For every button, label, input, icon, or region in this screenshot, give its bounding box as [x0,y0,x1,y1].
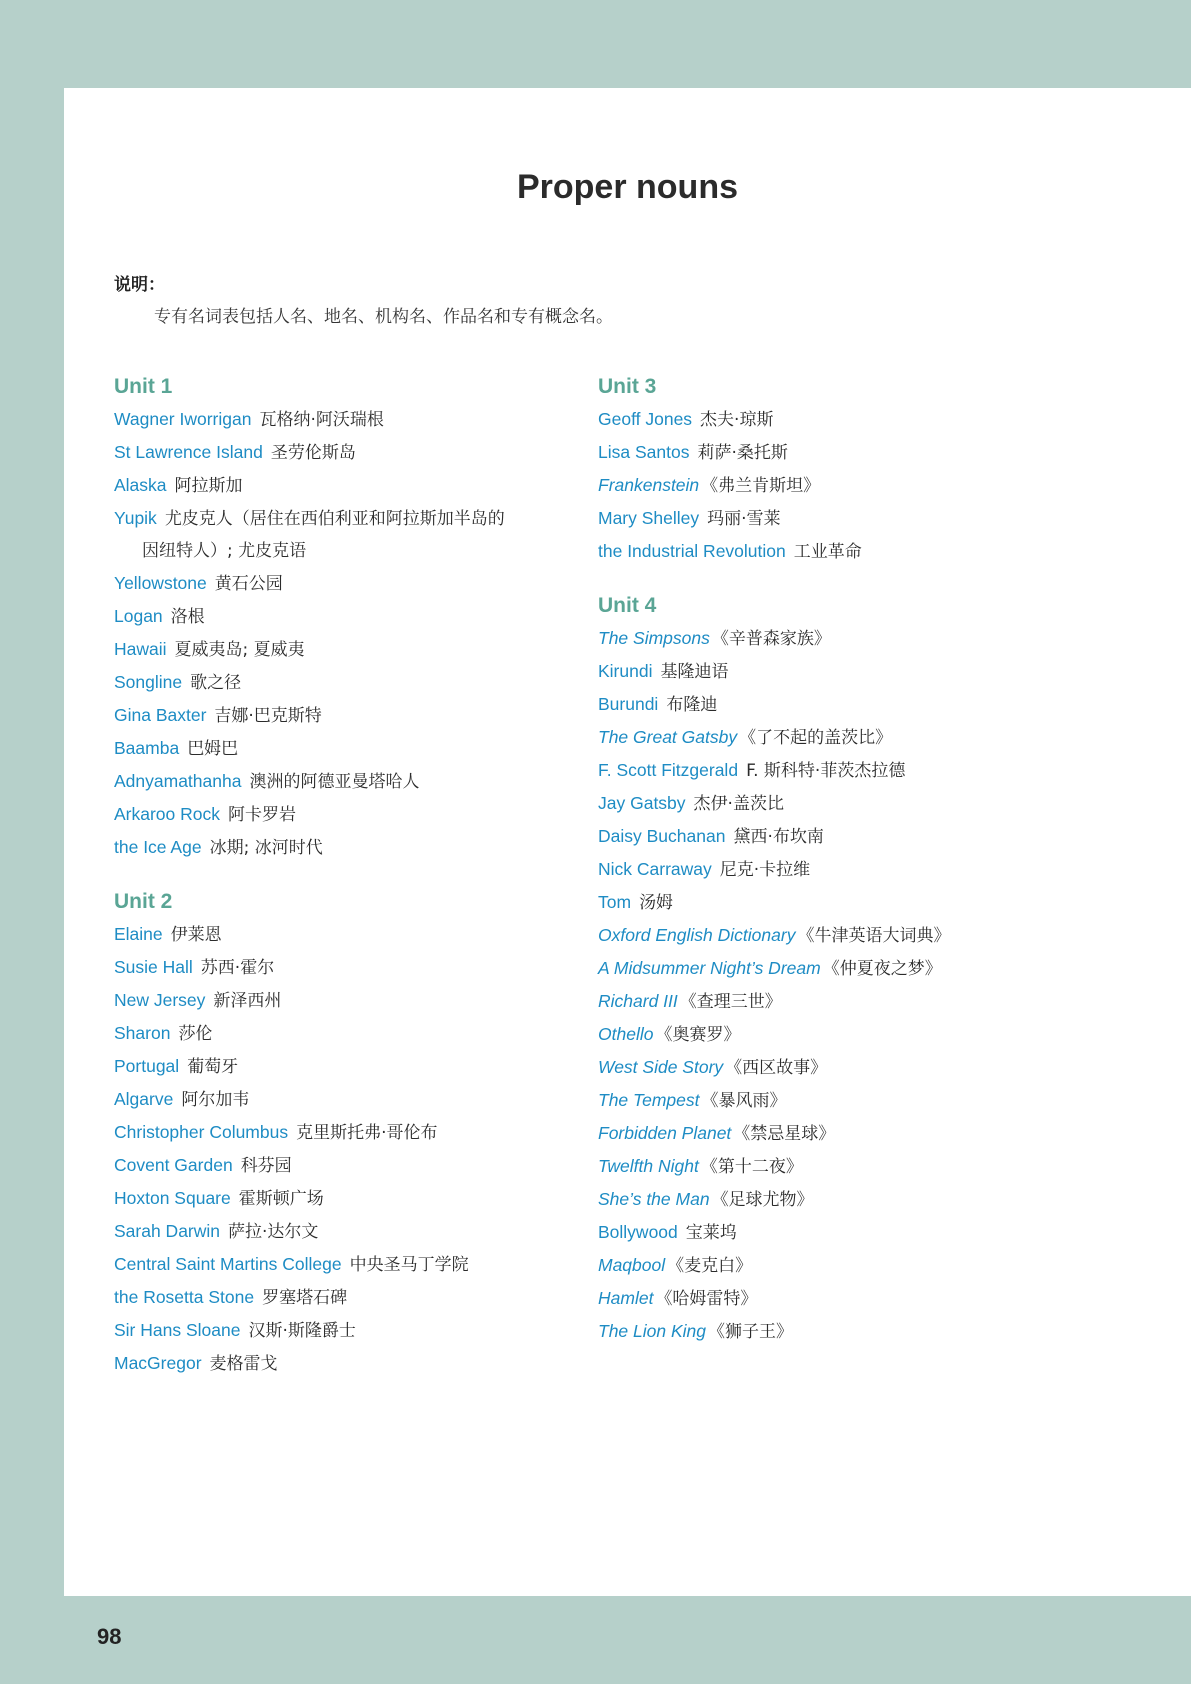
list-item [598,919,1068,952]
unit-3-section [598,371,1068,568]
proper-noun-english: Tom [598,892,632,912]
proper-noun-chinese: 布隆迪 [666,695,718,715]
proper-noun-english: Burundi [598,694,659,714]
proper-noun-chinese: 霍斯顿广场 [238,1189,324,1209]
list-item [598,1150,1068,1183]
proper-noun-english: Arkaroo Rock [114,804,221,824]
proper-noun-english: Sharon [114,1023,171,1043]
proper-noun-chinese: 夏威夷岛; 夏威夷 [174,640,305,660]
proper-noun-english: MacGregor [114,1353,202,1373]
proper-noun-chinese: 中央圣马丁学院 [349,1255,469,1275]
list-item [598,403,1068,436]
proper-noun-english: the Rosetta Stone [114,1287,255,1307]
proper-noun-chinese: 葡萄牙 [187,1057,239,1077]
proper-noun-english: Yupik [114,508,157,528]
list-item [114,1281,584,1314]
proper-noun-english: New Jersey [114,990,206,1010]
proper-noun-chinese: F. 斯科特·菲茨杰拉德 [746,761,906,781]
proper-noun-english: F. Scott Fitzgerald [598,760,739,780]
list-item [598,853,1068,886]
proper-noun-english: Sarah Darwin [114,1221,221,1241]
proper-noun-english: The Lion King [598,1321,706,1341]
proper-noun-chinese: 《奥赛罗》 [655,1025,741,1045]
list-item [114,666,584,699]
proper-noun-english: Alaska [114,475,167,495]
right-column [598,371,1068,1370]
list-item [114,1116,584,1149]
proper-noun-chinese: 玛丽·雪莱 [707,509,781,529]
proper-noun-chinese: 黄石公园 [214,574,283,594]
note-text: 专有名词表包括人名、地名、机构名、作品名和专有概念名。 [154,307,613,327]
proper-noun-english: The Simpsons [598,628,710,648]
list-item [598,721,1068,754]
list-item [598,985,1068,1018]
proper-noun-chinese: 《足球尤物》 [711,1190,814,1210]
proper-noun-english: Daisy Buchanan [598,826,726,846]
list-item [598,787,1068,820]
proper-noun-english: the Industrial Revolution [598,541,786,561]
list-item [598,1282,1068,1315]
proper-noun-english: Twelfth Night [598,1156,699,1176]
proper-noun-chinese: 罗塞塔石碑 [262,1288,348,1308]
proper-noun-english: Hoxton Square [114,1188,231,1208]
unit-2-heading: Unit 2 [114,890,173,913]
proper-noun-chinese: 莎伦 [178,1024,213,1044]
proper-noun-english: Christopher Columbus [114,1122,289,1142]
proper-noun-english: She’s the Man [598,1189,710,1209]
proper-noun-chinese: 《辛普森家族》 [711,629,831,649]
proper-noun-chinese: 汉斯·斯隆爵士 [248,1321,356,1341]
proper-noun-english: Hamlet [598,1288,654,1308]
proper-noun-english: Forbidden Planet [598,1123,732,1143]
proper-noun-english: Oxford English Dictionary [598,925,796,945]
list-item [598,655,1068,688]
left-column [114,371,584,1402]
proper-noun-chinese: 洛根 [170,607,205,627]
list-item [114,600,584,633]
proper-noun-chinese: 宝莱坞 [685,1223,737,1243]
proper-noun-chinese: 《哈姆雷特》 [655,1289,758,1309]
list-item [114,984,584,1017]
proper-noun-chinese: 圣劳伦斯岛 [270,443,356,463]
page-sheet [64,88,1191,1596]
proper-noun-english: Hawaii [114,639,167,659]
list-item [598,1249,1068,1282]
list-item [114,1083,584,1116]
proper-noun-english: St Lawrence Island [114,442,263,462]
list-item [114,502,584,567]
proper-noun-english: Richard III [598,991,678,1011]
proper-noun-chinese: 科芬园 [240,1156,292,1176]
list-item [114,732,584,765]
list-item [114,765,584,798]
proper-noun-english: Central Saint Martins College [114,1254,342,1274]
proper-noun-chinese: 苏西·霍尔 [200,958,275,978]
proper-noun-chinese: 歌之径 [190,673,242,693]
proper-noun-english: Bollywood [598,1222,678,1242]
proper-noun-chinese: 莉萨·桑托斯 [697,443,788,463]
proper-noun-english: Frankenstein [598,475,700,495]
list-item [114,918,584,951]
proper-noun-chinese: 萨拉·达尔文 [228,1222,319,1242]
list-item [114,1314,584,1347]
proper-noun-chinese: 《暴风雨》 [701,1091,787,1111]
proper-noun-chinese: 冰期; 冰河时代 [209,838,323,858]
list-item [598,1117,1068,1150]
list-item [114,567,584,600]
list-item [598,436,1068,469]
list-item [114,699,584,732]
page-number: 98 [97,1624,122,1649]
list-item [114,403,584,436]
proper-noun-chinese: 《了不起的盖茨比》 [739,728,893,748]
proper-noun-english: Yellowstone [114,573,207,593]
list-item [114,1149,584,1182]
proper-noun-chinese: 基隆迪语 [660,662,729,682]
proper-noun-english: Logan [114,606,163,626]
proper-noun-chinese: 《麦克白》 [667,1256,753,1276]
list-item [598,502,1068,535]
list-item [114,951,584,984]
proper-noun-chinese: 瓦格纳·阿沃瑞根 [259,410,384,430]
proper-noun-chinese: 吉娜·巴克斯特 [214,706,322,726]
proper-noun-english: Portugal [114,1056,180,1076]
proper-noun-english: Nick Carraway [598,859,712,879]
proper-noun-chinese: 《第十二夜》 [700,1157,803,1177]
proper-noun-chinese: 《仲夏夜之梦》 [822,959,942,979]
proper-noun-english: The Great Gatsby [598,727,738,747]
proper-noun-english: Sir Hans Sloane [114,1320,241,1340]
proper-noun-english: Gina Baxter [114,705,207,725]
proper-noun-chinese: 《牛津英语大词典》 [797,926,951,946]
list-item [598,469,1068,502]
list-item [598,535,1068,568]
proper-noun-chinese: 《禁忌星球》 [733,1124,836,1144]
list-item [114,1215,584,1248]
list-item [114,798,584,831]
proper-noun-english: Susie Hall [114,957,193,977]
proper-noun-english: Geoff Jones [598,409,693,429]
proper-noun-chinese: 克里斯托弗·哥伦布 [296,1123,438,1143]
proper-noun-chinese: 阿尔加韦 [181,1090,250,1110]
list-item [598,1183,1068,1216]
unit-4-heading: Unit 4 [598,594,657,617]
proper-noun-chinese-continued: 因纽特人）; 尤皮克语 [142,541,307,561]
proper-noun-english: Songline [114,672,183,692]
proper-noun-english: Elaine [114,924,163,944]
proper-noun-chinese: 阿拉斯加 [174,476,243,496]
proper-noun-english: Algarve [114,1089,174,1109]
proper-noun-chinese: 巴姆巴 [187,739,239,759]
proper-noun-english: Adnyamathanha [114,771,242,791]
proper-noun-chinese: 杰伊·盖茨比 [693,794,784,814]
proper-noun-chinese: 尤皮克人（居住在西伯利亚和阿拉斯加半岛的 [164,509,505,529]
list-item [114,1017,584,1050]
list-item [598,1315,1068,1348]
list-item [598,688,1068,721]
list-item [114,1248,584,1281]
proper-noun-english: Baamba [114,738,180,758]
proper-noun-english: Lisa Santos [598,442,690,462]
list-item [598,820,1068,853]
proper-noun-chinese: 《狮子王》 [708,1322,793,1342]
unit-1-section [114,371,584,864]
list-item [114,633,584,666]
list-item [114,436,584,469]
proper-noun-english: Jay Gatsby [598,793,686,813]
proper-noun-english: The Tempest [598,1090,700,1110]
list-item [598,952,1068,985]
proper-noun-chinese: 澳洲的阿德亚曼塔哈人 [249,772,420,792]
proper-noun-english: Wagner Iworrigan [114,409,252,429]
list-item [598,886,1068,919]
list-item [598,1018,1068,1051]
list-item [114,831,584,864]
list-item [114,1182,584,1215]
proper-noun-chinese: 黛西·布坎南 [733,827,824,847]
list-item [598,1051,1068,1084]
unit-3-heading: Unit 3 [598,375,657,398]
proper-noun-english: Mary Shelley [598,508,700,528]
proper-noun-chinese: 《查理三世》 [679,992,782,1012]
list-item [114,469,584,502]
proper-noun-english: Othello [598,1024,654,1044]
list-item [114,1347,584,1380]
proper-noun-chinese: 伊莱恩 [170,925,222,945]
proper-noun-chinese: 阿卡罗岩 [228,805,297,825]
proper-noun-chinese: 新泽西州 [213,991,282,1011]
proper-noun-english: the Ice Age [114,837,202,857]
proper-noun-english: Kirundi [598,661,653,681]
proper-noun-english: Maqbool [598,1255,666,1275]
list-item [598,622,1068,655]
unit-1-heading: Unit 1 [114,375,173,398]
proper-noun-english: West Side Story [598,1057,724,1077]
list-item [598,1084,1068,1117]
proper-noun-english: Covent Garden [114,1155,233,1175]
list-item [598,754,1068,787]
proper-noun-chinese: 杰夫·琼斯 [700,410,774,430]
list-item [598,1216,1068,1249]
unit-2-section [114,886,584,1380]
page-title: Proper nouns [516,168,739,206]
list-item [114,1050,584,1083]
proper-noun-chinese: 《西区故事》 [725,1058,828,1078]
proper-noun-english: A Midsummer Night’s Dream [598,958,821,978]
proper-noun-chinese: 《弗兰肯斯坦》 [701,476,821,496]
note-heading: 说明： [114,275,165,295]
proper-noun-chinese: 尼克·卡拉维 [719,860,811,880]
proper-noun-chinese: 麦格雷戈 [209,1354,278,1374]
proper-noun-chinese: 工业革命 [793,542,862,562]
unit-4-section [598,590,1068,1348]
proper-noun-chinese: 汤姆 [639,893,674,913]
